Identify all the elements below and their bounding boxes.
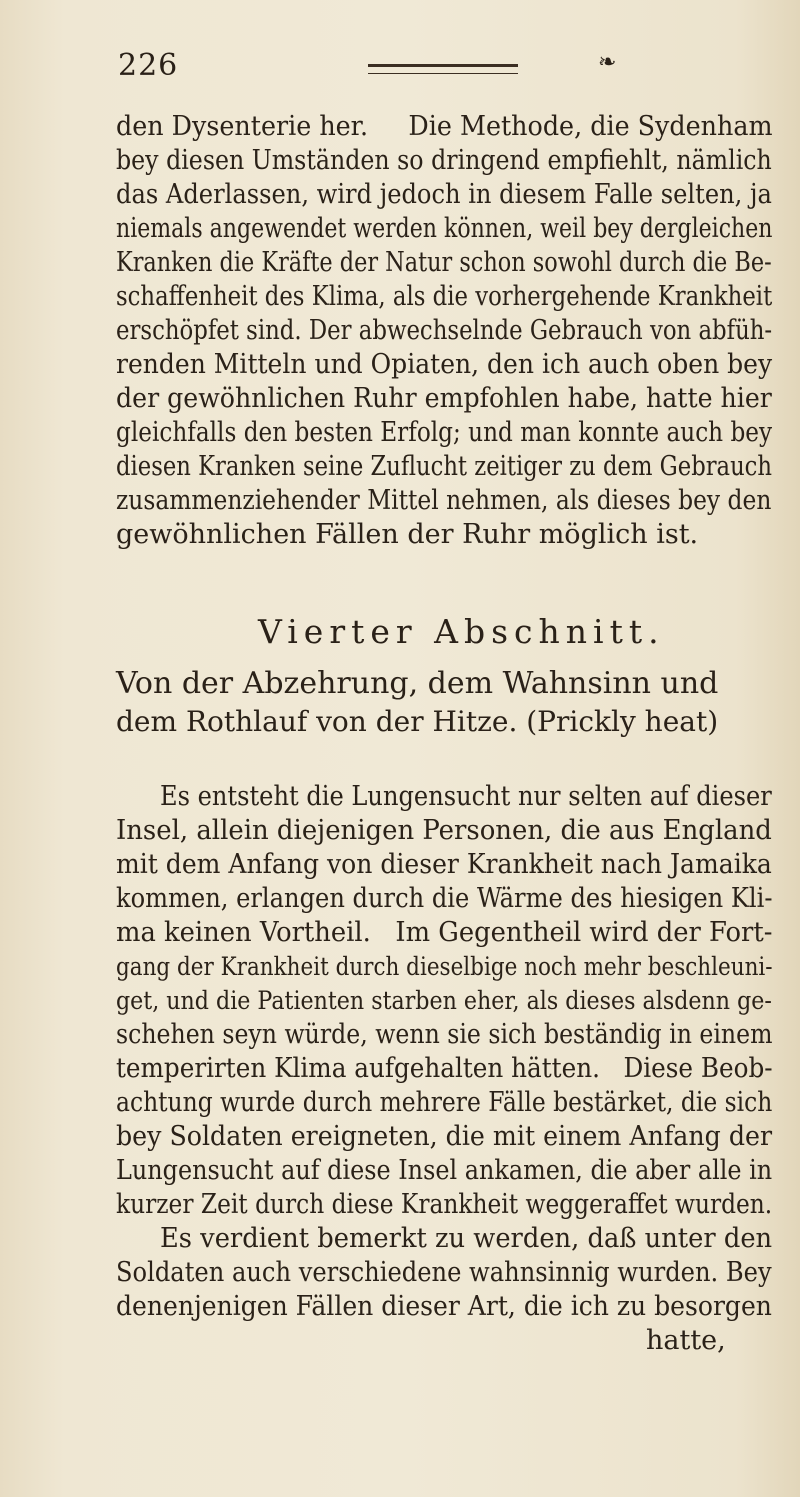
page-header — [118, 48, 678, 88]
text-line: Es verdient bemerkt zu werden, daß unter den — [160, 1223, 773, 1254]
text-line: renden Mitteln und Opiaten, den ich auch oben bey — [116, 349, 773, 380]
section-subtitle-line-1: Von der Abzehrung, dem Wahnsinn und — [116, 666, 719, 701]
text-line: achtung wurde durch mehrere Fälle bestärket, die sich — [116, 1087, 773, 1118]
text-line: get, und die Patienten starben eher, als dieses alsdenn ge- — [116, 986, 772, 1015]
text-line: ma keinen Vortheil. Im Gegentheil wird der Fort- — [116, 917, 773, 948]
text-line: Insel, allein diejenigen Personen, die aus England — [116, 815, 772, 846]
text-line: niemals angewendet werden können, weil bey dergleichen — [116, 213, 773, 244]
text-line: zusammenziehender Mittel nehmen, als dieses bey den — [116, 485, 772, 516]
text-line: kommen, erlangen durch die Wärme des hiesigen Kli- — [116, 883, 773, 914]
catchword: hatte, — [646, 1325, 726, 1356]
text-line: temperirten Klima aufgehalten hätten. Diese Beob- — [116, 1053, 773, 1084]
printer-ornament-icon: ❧ — [598, 50, 617, 75]
text-line: mit dem Anfang von dieser Krankheit nach Jamaika — [116, 849, 772, 880]
text-line: kurzer Zeit durch diese Krankheit weggeraffet wurden. — [116, 1189, 773, 1220]
text-line: diesen Kranken seine Zuflucht zeitiger zu dem Gebrauch — [116, 451, 773, 482]
text-line: das Aderlassen, wird jedoch in diesem Falle selten, ja — [116, 179, 772, 210]
text-line: gleichfalls den besten Erfolg; und man konnte auch bey — [116, 417, 773, 448]
text-line: bey Soldaten ereigneten, die mit einem Anfang der — [116, 1121, 773, 1152]
section-heading: Vierter Abschnitt. — [258, 612, 665, 651]
text-line: gang der Krankheit durch dieselbige noch mehr beschleuni- — [116, 952, 773, 981]
text-line: erschöpfet sind. Der abwechselnde Gebrauch von abfüh- — [116, 315, 773, 346]
text-line: den Dysenterie her. Die Methode, die Sydenham — [116, 111, 773, 142]
text-line: schaffenheit des Klima, als die vorhergehende Krankheit — [116, 281, 773, 312]
header-rule — [368, 64, 518, 74]
text-line: Soldaten auch verschiedene wahnsinnig wurden. Bey — [116, 1257, 772, 1288]
text-line: denenjenigen Fällen dieser Art, die ich zu besorgen — [116, 1291, 772, 1322]
text-line: Es entsteht die Lungensucht nur selten auf dieser — [160, 781, 772, 812]
text-line: gewöhnlichen Fällen der Ruhr möglich ist. — [116, 519, 699, 550]
section-subtitle-line-2: dem Rothlauf von der Hitze. (Prickly heat) — [116, 705, 719, 738]
page-number: 226 — [118, 48, 179, 83]
text-line: Kranken die Kräfte der Natur schon sowohl durch die Be- — [116, 247, 772, 278]
text-line: der gewöhnlichen Ruhr empfohlen habe, hatte hier — [116, 383, 772, 414]
text-line: bey diesen Umständen so dringend empfiehlt, nämlich — [116, 145, 772, 176]
text-line: Lungensucht auf diese Insel ankamen, die aber alle in — [116, 1155, 773, 1186]
text-line: schehen seyn würde, wenn sie sich beständig in einem — [116, 1019, 773, 1050]
